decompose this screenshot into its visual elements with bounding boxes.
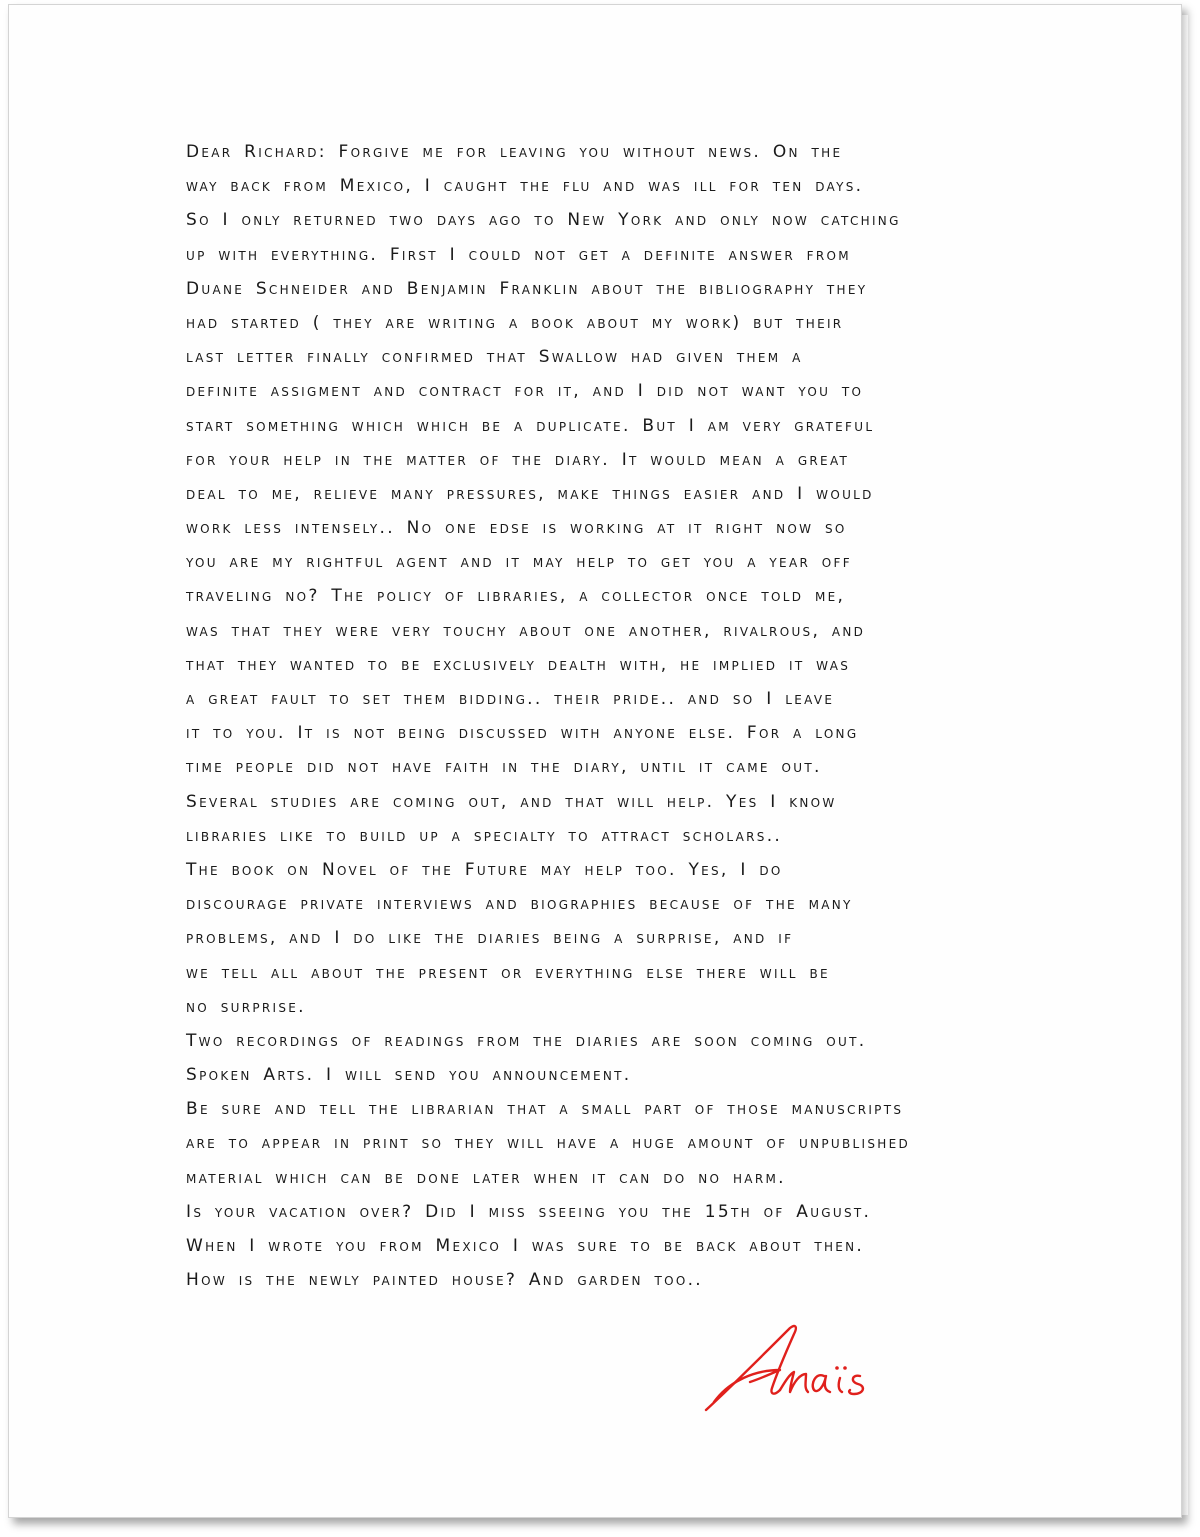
letter-line: that they wanted to be exclusively dealth with, he implied it was (186, 654, 851, 675)
letter-line: was that they were very touchy about one another, rivalrous, and (186, 620, 866, 641)
letter-line: definite assigment and contract for it, and I did not want you to (186, 381, 864, 402)
letter-line: So I only returned two days ago to New York and only now catching (186, 210, 901, 231)
letter-line: Dear Richard: Forgive me for leaving you without news. On the (186, 142, 843, 162)
letter-line: work less intensely.. No one edse is working at it right now so (186, 518, 847, 539)
letter-line: material which can be done later when it can do no harm. (186, 1167, 786, 1188)
letter-line: no surprise. (186, 996, 306, 1017)
handwritten-signature (700, 1318, 890, 1418)
letter-line: last letter finally confirmed that Swallow had given them a (186, 347, 803, 368)
letter-line: Be sure and tell the librarian that a small part of those manuscripts (186, 1099, 904, 1120)
letter-line: problems, and I do like the diaries being a surprise, and if (186, 928, 794, 949)
letter-line: you are my rightful agent and it may help to get you a year off (186, 552, 852, 573)
letter-line: libraries like to build up a specialty to attract scholars.. (186, 825, 783, 846)
paper-edge-shadow (1182, 15, 1188, 1515)
letter-line: The book on Novel of the Future may help too. Yes, I do (186, 859, 783, 880)
letter-line: discourage private interviews and biographies because of the many (186, 894, 853, 915)
signature-strokes (706, 1326, 863, 1410)
letter-line: How is the newly painted house? And garden too.. (186, 1270, 703, 1291)
letter-line: it to you. It is not being discussed with anyone else. For a long (186, 723, 859, 744)
letter-line: a great fault to set them bidding.. their pride.. and so I leave (186, 689, 835, 709)
letter-line: start something which which be a duplicate. But I am very grateful (186, 415, 875, 436)
letter-body (186, 135, 1171, 1297)
signature-diaeresis (835, 1366, 847, 1370)
letter-line: Duane Schneider and Benjamin Franklin about the bibliography they (186, 278, 868, 299)
letter-line: we tell all about the present or everything else there will be (186, 962, 830, 983)
letter-line: time people did not have faith in the diary, until it came out. (186, 757, 822, 778)
letter-line: Is your vacation over? Did I miss sseeing you the 15th of August. (186, 1201, 872, 1222)
letter-line: way back from Mexico, I caught the flu and was ill for ten days. (186, 176, 864, 197)
letter-line: When I wrote you from Mexico I was sure to be back about then. (186, 1236, 865, 1256)
letter-line: had started ( they are writing a book about my work) but their (186, 312, 844, 333)
letter-line: up with everything. First I could not get a definite answer from (186, 244, 851, 265)
letter-line: deal to me, relieve many pressures, make things easier and I would (186, 483, 874, 504)
letter-line: Several studies are coming out, and that will help. Yes I know (186, 791, 837, 812)
letter-line: traveling no? The policy of libraries, a collector once told me, (186, 586, 846, 607)
letter-line: are to appear in print so they will have a huge amount of unpublished (186, 1133, 910, 1154)
letter-line: Two recordings of readings from the diaries are soon coming out. (186, 1030, 867, 1051)
letter-line: for your help in the matter of the diary. It would mean a great (186, 449, 850, 470)
letter-line: Spoken Arts. I will send you announcement. (186, 1065, 632, 1086)
